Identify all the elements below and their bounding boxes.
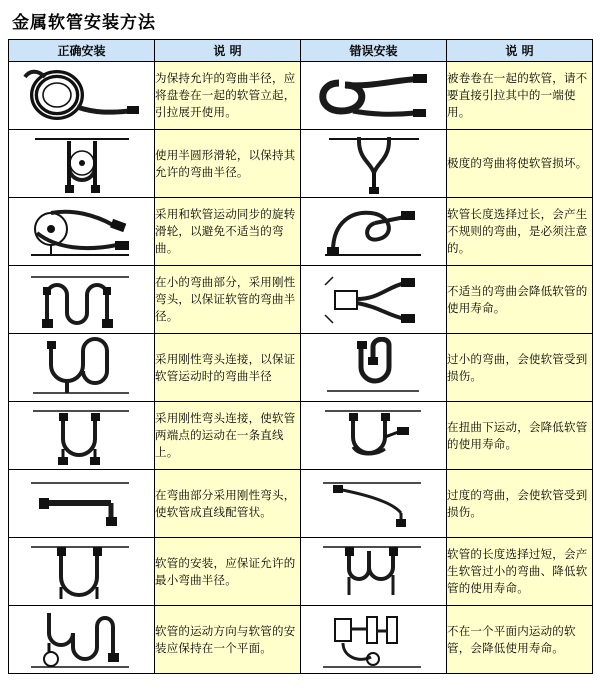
wrong-illustration-cell — [301, 606, 447, 674]
straight-pipe-rigid-elbow-icon — [17, 473, 147, 535]
wrong-note: 极度的弯曲将使软管损坏。 — [447, 130, 593, 198]
wrong-note: 过小的弯曲，会使软管受到损伤。 — [447, 334, 593, 402]
correct-note: 软管的安装，应保证允许的最小弯曲半径。 — [155, 538, 301, 606]
correct-illustration-cell — [9, 198, 155, 266]
wrong-illustration-cell — [301, 470, 447, 538]
wrong-illustration-cell — [301, 266, 447, 334]
header-correct-pic: 正确安装 — [9, 40, 155, 62]
rigid-elbow-connection-icon — [17, 337, 147, 399]
wrong-note: 软管的长度选择过短，会产生软管过小的弯曲、降低软管的使用寿命。 — [447, 538, 593, 606]
header-correct-note: 说 明 — [155, 40, 301, 62]
correct-illustration-cell — [9, 470, 155, 538]
straight-line-motion-icon — [17, 405, 147, 467]
table-row — [9, 402, 593, 470]
table-row — [9, 606, 593, 674]
wrong-illustration-cell — [301, 62, 447, 130]
wrong-note: 在扭曲下运动，会降低软管的使用寿命。 — [447, 402, 593, 470]
synchronized-rotating-pulley-icon — [17, 201, 147, 263]
wrong-illustration-cell — [301, 198, 447, 266]
torsion-bend-icon — [309, 405, 439, 467]
table-header — [9, 40, 593, 62]
coiled-hose-pulled-icon — [309, 65, 439, 127]
irregular-bend-long-hose-icon — [309, 201, 439, 263]
excessive-bend-icon — [309, 473, 439, 535]
out-of-plane-motion-icon — [309, 609, 439, 671]
table-row — [9, 266, 593, 334]
table-row — [9, 470, 593, 538]
installation-methods-table — [8, 39, 593, 674]
table-row — [9, 334, 593, 402]
correct-illustration-cell — [9, 606, 155, 674]
wrong-note: 被卷卷在一起的软管，请不要直接引拉其中的一端使用。 — [447, 62, 593, 130]
same-plane-motion-icon — [17, 609, 147, 671]
wrong-illustration-cell — [301, 130, 447, 198]
header-row — [9, 40, 593, 62]
page-title: 金属软管安装方法 — [12, 13, 156, 33]
correct-note: 采用刚性弯头连接，以保证软管运动时的弯曲半径 — [155, 334, 301, 402]
improper-bend-icon — [309, 269, 439, 331]
semicircular-pulley-icon — [17, 133, 147, 195]
wrong-note: 不适当的弯曲会降低软管的使用寿命。 — [447, 266, 593, 334]
correct-illustration-cell — [9, 62, 155, 130]
over-length-hose-icon — [309, 541, 439, 603]
header-wrong-note: 说 明 — [447, 40, 593, 62]
header-wrong-pic: 错误安装 — [301, 40, 447, 62]
table-row — [9, 538, 593, 606]
correct-illustration-cell — [9, 334, 155, 402]
table-row — [9, 62, 593, 130]
too-small-bend-icon — [309, 337, 439, 399]
table-row — [9, 198, 593, 266]
correct-illustration-cell — [9, 402, 155, 470]
wrong-note: 过度的弯曲，会使软管受到损伤。 — [447, 470, 593, 538]
correct-note: 软管的运动方向与软管的安装应保持在一个平面。 — [155, 606, 301, 674]
table-body — [9, 62, 593, 674]
wrong-note: 不在一个平面内运动的软管，会降低使用寿命。 — [447, 606, 593, 674]
wrong-illustration-cell — [301, 334, 447, 402]
coiled-hose-standing-icon — [17, 65, 147, 127]
correct-illustration-cell — [9, 538, 155, 606]
correct-note: 使用半圆形滑轮，以保持其允许的弯曲半径。 — [155, 130, 301, 198]
correct-note: 在小的弯曲部分，采用刚性弯头，以保证软管的弯曲半径。 — [155, 266, 301, 334]
wrong-illustration-cell — [301, 538, 447, 606]
correct-note: 采用刚性弯头连接，使软管两端点的运动在一条直线上。 — [155, 402, 301, 470]
correct-illustration-cell — [9, 266, 155, 334]
sharp-bend-hose-icon — [309, 133, 439, 195]
correct-note: 采用和软管运动同步的旋转滑轮，以避免不适当的弯曲。 — [155, 198, 301, 266]
table-row — [9, 130, 593, 198]
correct-note: 在弯曲部分采用刚性弯头，使软管成直线配管状。 — [155, 470, 301, 538]
correct-note: 为保持允许的弯曲半径，应将盘卷在一起的软管立起，引拉展开使用。 — [155, 62, 301, 130]
rigid-bend-small-radius-icon — [17, 269, 147, 331]
wrong-illustration-cell — [301, 402, 447, 470]
wrong-note: 软管长度选择过长，会产生不规则的弯曲，是必须注意的。 — [447, 198, 593, 266]
correct-illustration-cell — [9, 130, 155, 198]
min-bend-radius-install-icon — [17, 541, 147, 603]
